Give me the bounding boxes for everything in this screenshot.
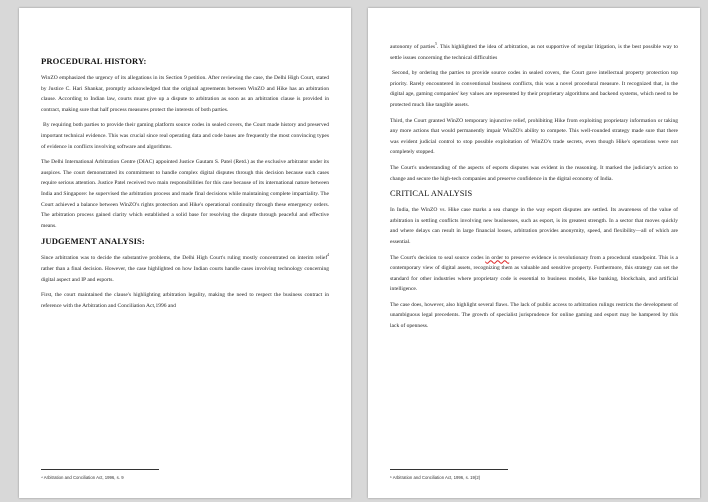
footnote-divider — [41, 469, 159, 470]
footnote-ref[interactable]: 4 — [327, 253, 329, 258]
document-page-right — [368, 8, 700, 498]
paragraph: Third, the Court granted WinZO temporary injunctive relief, prohibiting Hike from exploiting proprietary information or taking any more actions that would permanently impair WinZO's ability to compete. This well-rounded strategy made sure that there was evident judicial control to stop possible exploitation of WinZO's trade secrets, even though Hike's operations were not completely stopped. — [390, 117, 678, 156]
paragraph: By requiring both parties to provide their gaming platform source codes in sealed covers, the Court made history and preserved important technical evidence. This was crucial since real operating data and code bases are frequently the most convincing types of evidence in conflicts involving software and algorithms. — [41, 122, 329, 150]
paragraph-text: rather than a final decision. However, the case highlighted on how Indian courts handle cases involving technology concerning digital aspect and IP and esports. — [41, 265, 329, 283]
procedural-history-heading: PROCEDURAL HISTORY: — [41, 56, 147, 66]
paragraph-text: Since arbitration was to decide the substantive problems, the Delhi High Court's ruling mostly concentrated on interim relief — [41, 255, 328, 262]
paragraph: In India, the WinZO vs. Hike case marks a sea change in the way esport disputes are settled. Its awareness of the value of arbitration in settling conflicts involving new businesses, such as esport, is its greatest strength. In a sector that moves quickly and where delays can result in large financial losses, arbitration provides anonymity, speed, and flexibility—all of which are essential. — [390, 207, 678, 245]
footnote-ref[interactable]: 5 — [435, 42, 437, 47]
paragraph: The case does, however, also highlight several flaws. The lack of public access to arbitration rulings restricts the development of unambiguous legal precedents. The growth of specialist jurisprudence for online gaming and esport may be hampered by this lack of openness. — [390, 301, 678, 330]
paragraph-text: The Court's decision to seal source codes — [390, 254, 486, 261]
paragraph — [390, 42, 678, 63]
footnote-area — [390, 469, 678, 480]
footnote: ⁴ Arbitration and Conciliation Act, 1996, s. 9 — [41, 475, 124, 480]
spellcheck-marked-text[interactable]: in order to — [485, 254, 510, 261]
paragraph: The Delhi International Arbitration Centre (DIAC) appointed Justice Gautam S. Patel (Retd.) as the exclusive arbitrator under its auspices. The court demonstrated its commitment to handle complex digital disputes through this decision because such cases require serious attention. Justice Patel received two main responsibilities for this case because of its international nature between India and Singapore: he supervised the arbitration process and made final decisions while maintaining complete impartiality. The Court achieved a balance between WinZO's rights protection and Hike's operational continuity through these emergency orders. The arbitration process gained clarity which established a solid base for resolving the dispute through peaceful and effective means. — [41, 159, 329, 229]
paragraph: First, the court maintained the clause's highlighting arbitration legality, making the need to respect the business contract in reference with the Arbitration and Conciliation Act,1996 and — [41, 292, 329, 309]
footnote: ⁵ Arbitration and Conciliation Act, 1996, s. 19(2) — [390, 475, 481, 480]
footnote-divider — [390, 469, 508, 470]
judgement-analysis-heading: JUDGEMENT ANALYSIS: — [41, 236, 145, 247]
paragraph: WinZO emphasized the urgency of its allegations in its Section 9 petition. After reviewing the case, the Delhi High Court, stated by Justice C. Hari Shankar, promptly acknowledged that the original agreements between WinZO and Hike has an arbitration clause. According to Indian law, courts must give up a dispute to arbitration as soon as an arbitration clause is provided in contract, making sure that half process measures protect the interests of both parties. — [41, 75, 329, 113]
paragraph — [41, 253, 329, 285]
footnote-area — [41, 469, 329, 480]
paragraph — [390, 253, 678, 295]
document-page-left — [19, 8, 351, 498]
paragraph-text: autonomy of parties — [390, 44, 436, 50]
paragraph-text: preserve evidence is revolutionary from a procedural standpoint. This is a contemporary view of digital assets, recognizing them as valuable and sensitive property. Furthermore, this strategy can set the standard for other industries where proprietary code is essential to business models, like banking, blockchain, and artificial intelligence. — [390, 254, 679, 293]
paragraph: Second, by ordering the parties to provide source codes in sealed covers, the Court gave intellectual property protection top priority. Rarely encountered in conventional business conflicts, this was a novel procedural measure. It recognized that, in the digital age, gaming companies' key values are represented by their proprietary algorithms and backend systems, which need to be protected much like tangible assets. — [390, 70, 678, 108]
critical-analysis-heading: CRITICAL ANALYSIS — [390, 189, 473, 199]
paragraph: The Court's understanding of the aspects of esports disputes was evident in the reasoning. It marked the judiciary's action to change and secure the high-tech companies and preserve confidence in the digital economy of India. — [390, 164, 678, 182]
paragraph-text: . This highlighted the idea of arbitration, as not supportive of regular litigation, is the best possible way to settle issues concerning the technical difficulties — [390, 44, 678, 61]
